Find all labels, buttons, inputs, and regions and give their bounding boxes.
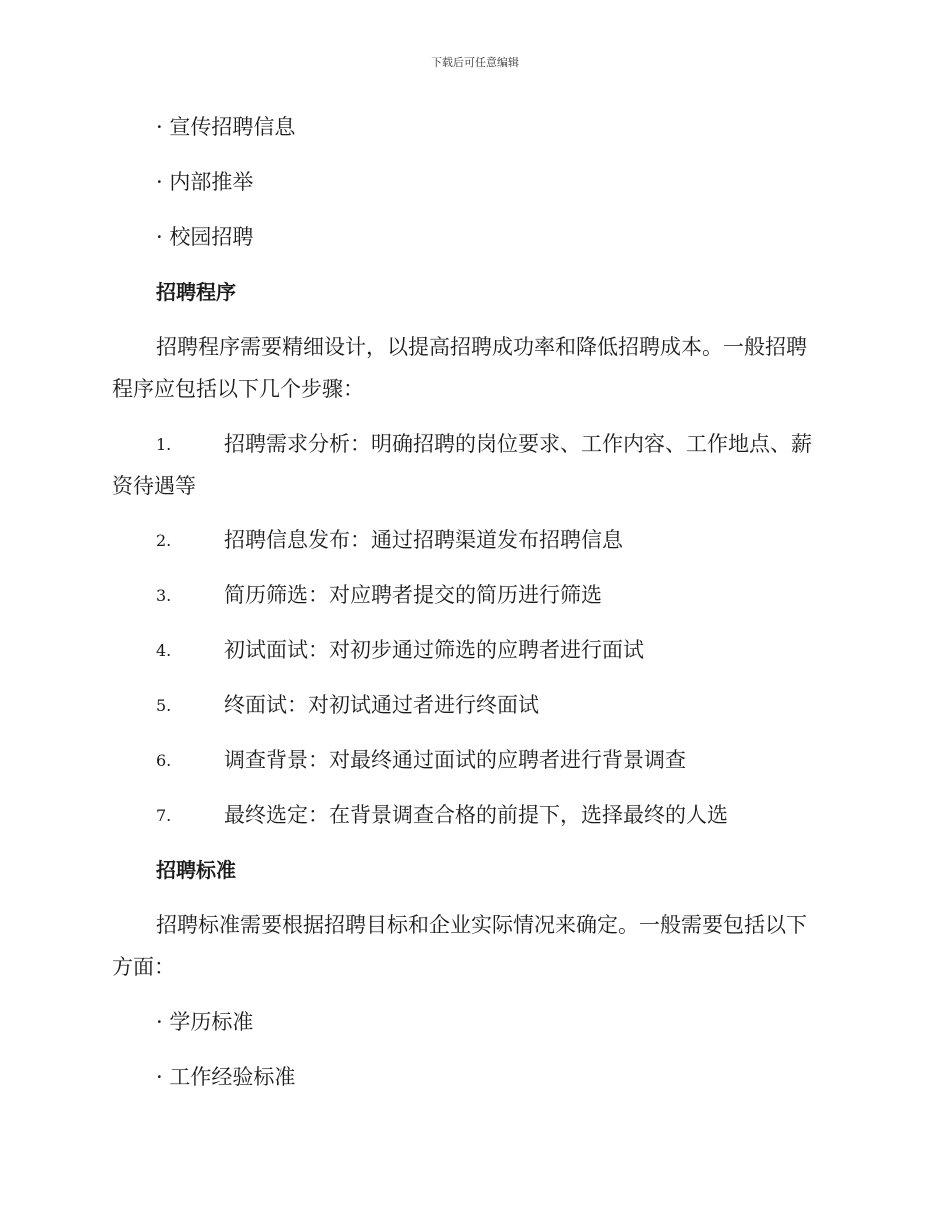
step-text: 最终选定：在背景调查合格的前提下，选择最终的人选: [224, 803, 728, 827]
bullet-item: · 工作经验标准: [156, 1065, 296, 1089]
step-number: 5.: [156, 696, 172, 715]
step-text: 调查背景：对最终通过面试的应聘者进行背景调查: [224, 748, 686, 772]
step-number: 1.: [156, 435, 172, 454]
step-number: 2.: [156, 531, 172, 550]
paragraph-line: 方面：: [112, 955, 175, 979]
step-number: 7.: [156, 806, 172, 825]
section-heading-procedure: 招聘程序: [156, 280, 236, 304]
bullet-item: · 宣传招聘信息: [156, 115, 296, 139]
step-text-continued: 资待遇等: [112, 474, 196, 498]
bullet-item: · 学历标准: [156, 1010, 254, 1034]
step-number: 4.: [156, 641, 172, 660]
step-text: 初试面试：对初步通过筛选的应聘者进行面试: [224, 638, 644, 662]
section-heading-standard: 招聘标准: [156, 858, 236, 882]
step-text: 招聘信息发布：通过招聘渠道发布招聘信息: [224, 528, 623, 552]
paragraph-line: 招聘程序需要精细设计，以提高招聘成功率和降低招聘成本。一般招聘: [156, 335, 807, 359]
step-text: 终面试：对初试通过者进行终面试: [224, 693, 539, 717]
page-header: 下载后可任意编辑: [431, 56, 519, 69]
step-number: 6.: [156, 751, 172, 770]
bullet-item: · 校园招聘: [156, 225, 254, 249]
paragraph-line: 程序应包括以下几个步骤：: [112, 377, 364, 401]
bullet-item: · 内部推举: [156, 170, 254, 194]
paragraph-line: 招聘标准需要根据招聘目标和企业实际情况来确定。一般需要包括以下: [156, 913, 807, 937]
step-text: 简历筛选：对应聘者提交的简历进行筛选: [224, 583, 602, 607]
step-text: 招聘需求分析：明确招聘的岗位要求、工作内容、工作地点、薪: [224, 432, 812, 456]
step-number: 3.: [156, 586, 172, 605]
